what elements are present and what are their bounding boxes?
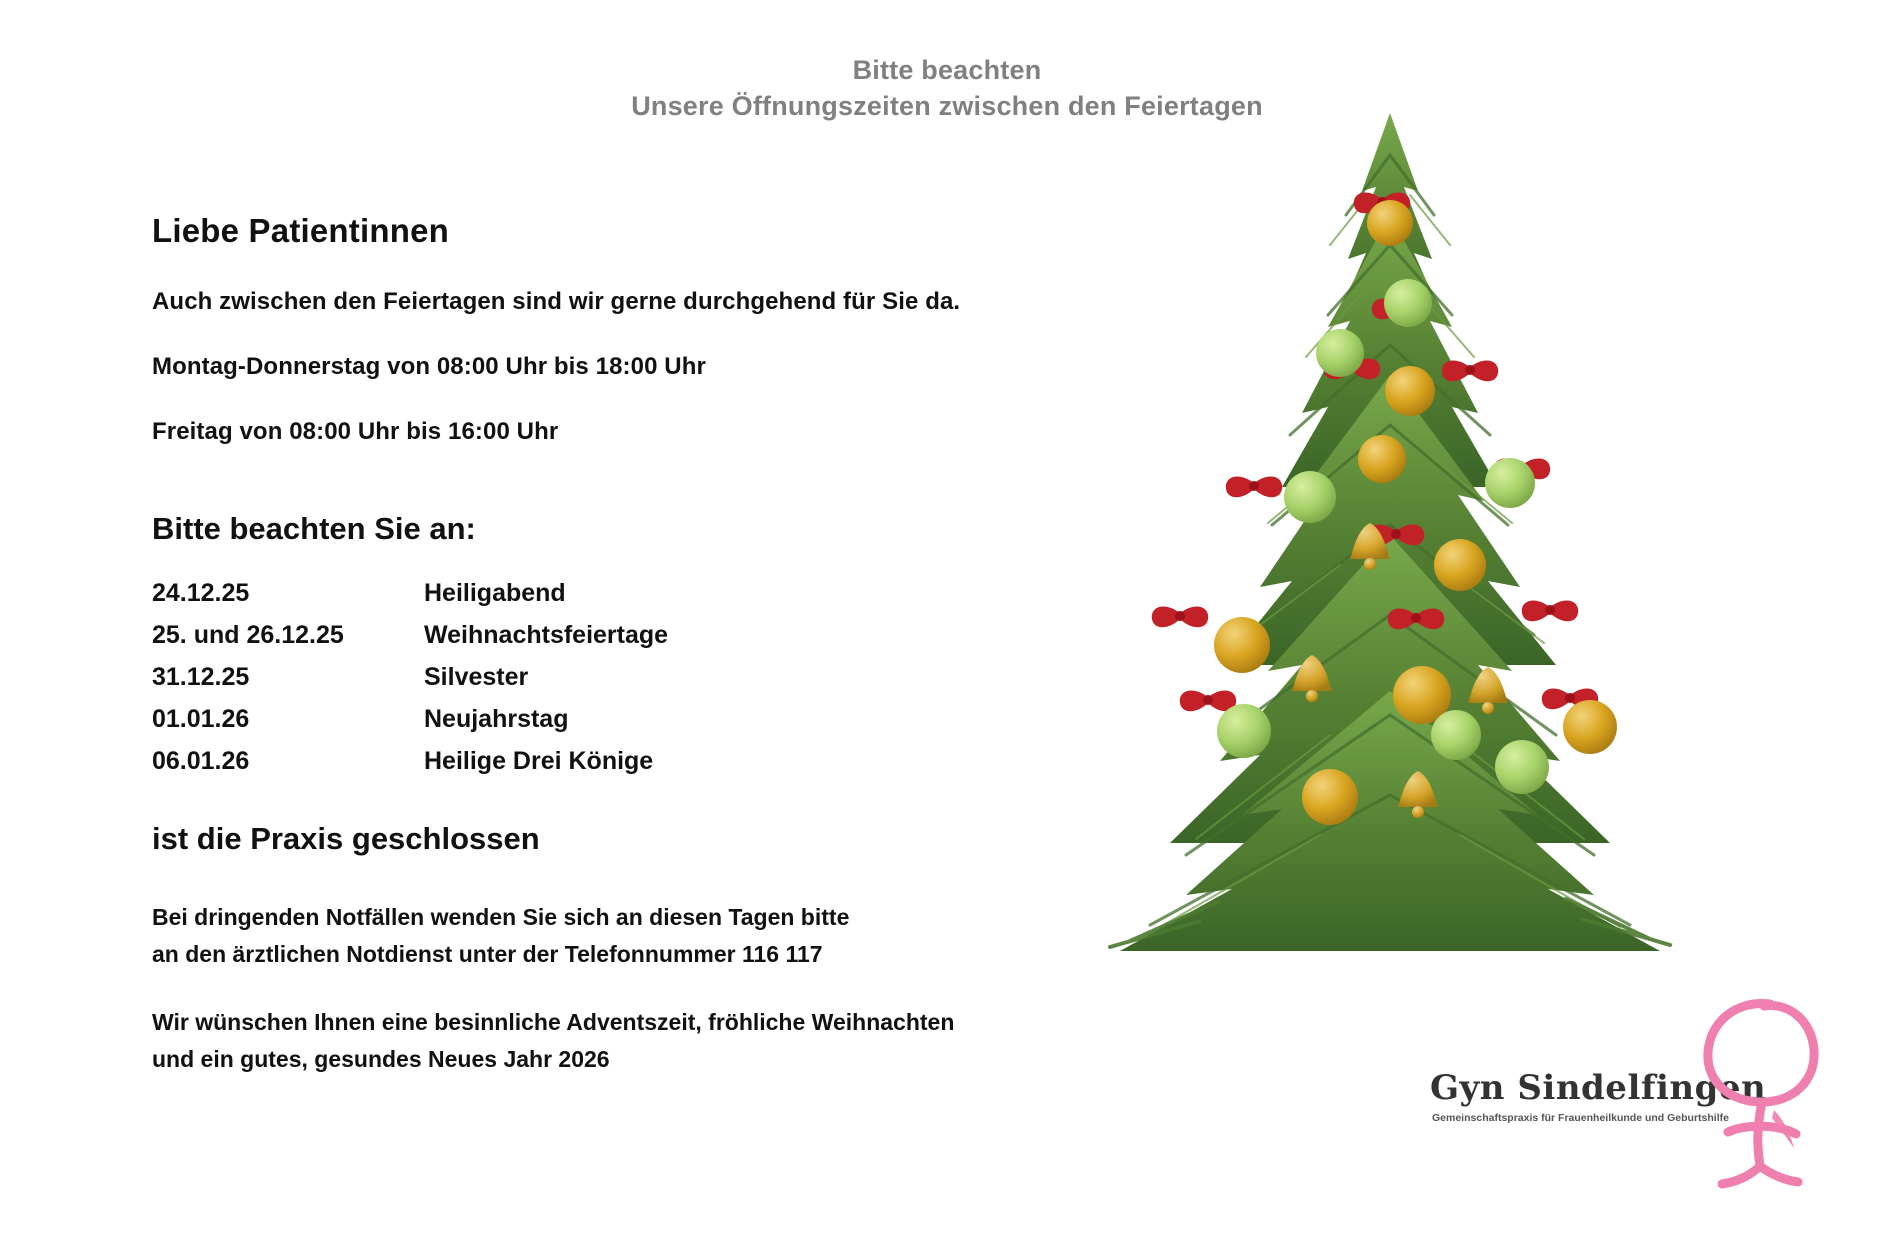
header-line-2: Unsere Öffnungszeiten zwischen den Feiertagen [631,91,1263,122]
spacer [152,483,1152,511]
closing-days-heading-text: Bitte beachten Sie an [152,511,466,546]
season-wishes-line-1: Wir wünschen Ihnen eine besinnliche Adventszeit, fröhliche Weihnachten [152,1008,955,1035]
table-row [152,621,668,663]
closing-days-heading-colon: : [465,511,476,546]
christmas-tree-illustration [1010,95,1770,975]
venus-symbol-icon [1678,990,1848,1190]
opening-hours-weekdays: Montag-Donnerstag von 08:00 Uhr bis 18:00 Uhr [152,353,706,380]
greeting-heading: Liebe Patientinnen [152,212,449,249]
closing-day-label: Silvester [424,663,529,691]
closing-day-date: 25. und 26.12.25 [152,621,344,649]
spacer [152,857,1152,899]
closing-day-label: Neujahrstag [424,705,569,733]
closing-days-heading [152,511,1152,547]
intro-paragraph: Auch zwischen den Feiertagen sind wir gerne durchgehend für Sie da. [152,288,961,315]
emergency-info [152,899,1152,974]
closing-day-date: 06.01.26 [152,747,250,775]
table-row [152,663,668,705]
practice-closed-heading: ist die Praxis geschlossen [152,821,540,856]
closing-days-table [152,579,668,789]
logo-name: Gyn Sindelfingen [1430,1068,1767,1108]
closing-day-date: 01.01.26 [152,705,250,733]
header-line-1: Bitte beachten [852,55,1042,85]
closing-day-label: Heilige Drei Könige [424,747,654,775]
table-row [152,705,668,747]
emergency-info-line-1: Bei dringenden Notfällen wenden Sie sich an diesen Tagen bitte [152,904,850,930]
season-wishes-line-2: und ein gutes, gesundes Neues Jahr 2026 [152,1045,610,1072]
closing-day-label: Weihnachtsfeiertage [424,621,669,649]
practice-logo [1430,1000,1830,1210]
notice-body [152,212,1152,1078]
opening-hours-friday: Freitag von 08:00 Uhr bis 16:00 Uhr [152,418,559,445]
table-row [152,747,668,789]
table-row [152,579,668,621]
emergency-info-line-2: an den ärztlichen Notdienst unter der Telefonnummer 116 117 [152,941,823,968]
closing-day-date: 24.12.25 [152,579,250,607]
season-wishes [152,1004,1152,1079]
closing-day-date: 31.12.25 [152,663,250,691]
closing-day-label: Heiligabend [424,579,566,607]
logo-tagline: Gemeinschaftspraxis für Frauenheilkunde und Geburtshilfe [1432,1112,1729,1124]
